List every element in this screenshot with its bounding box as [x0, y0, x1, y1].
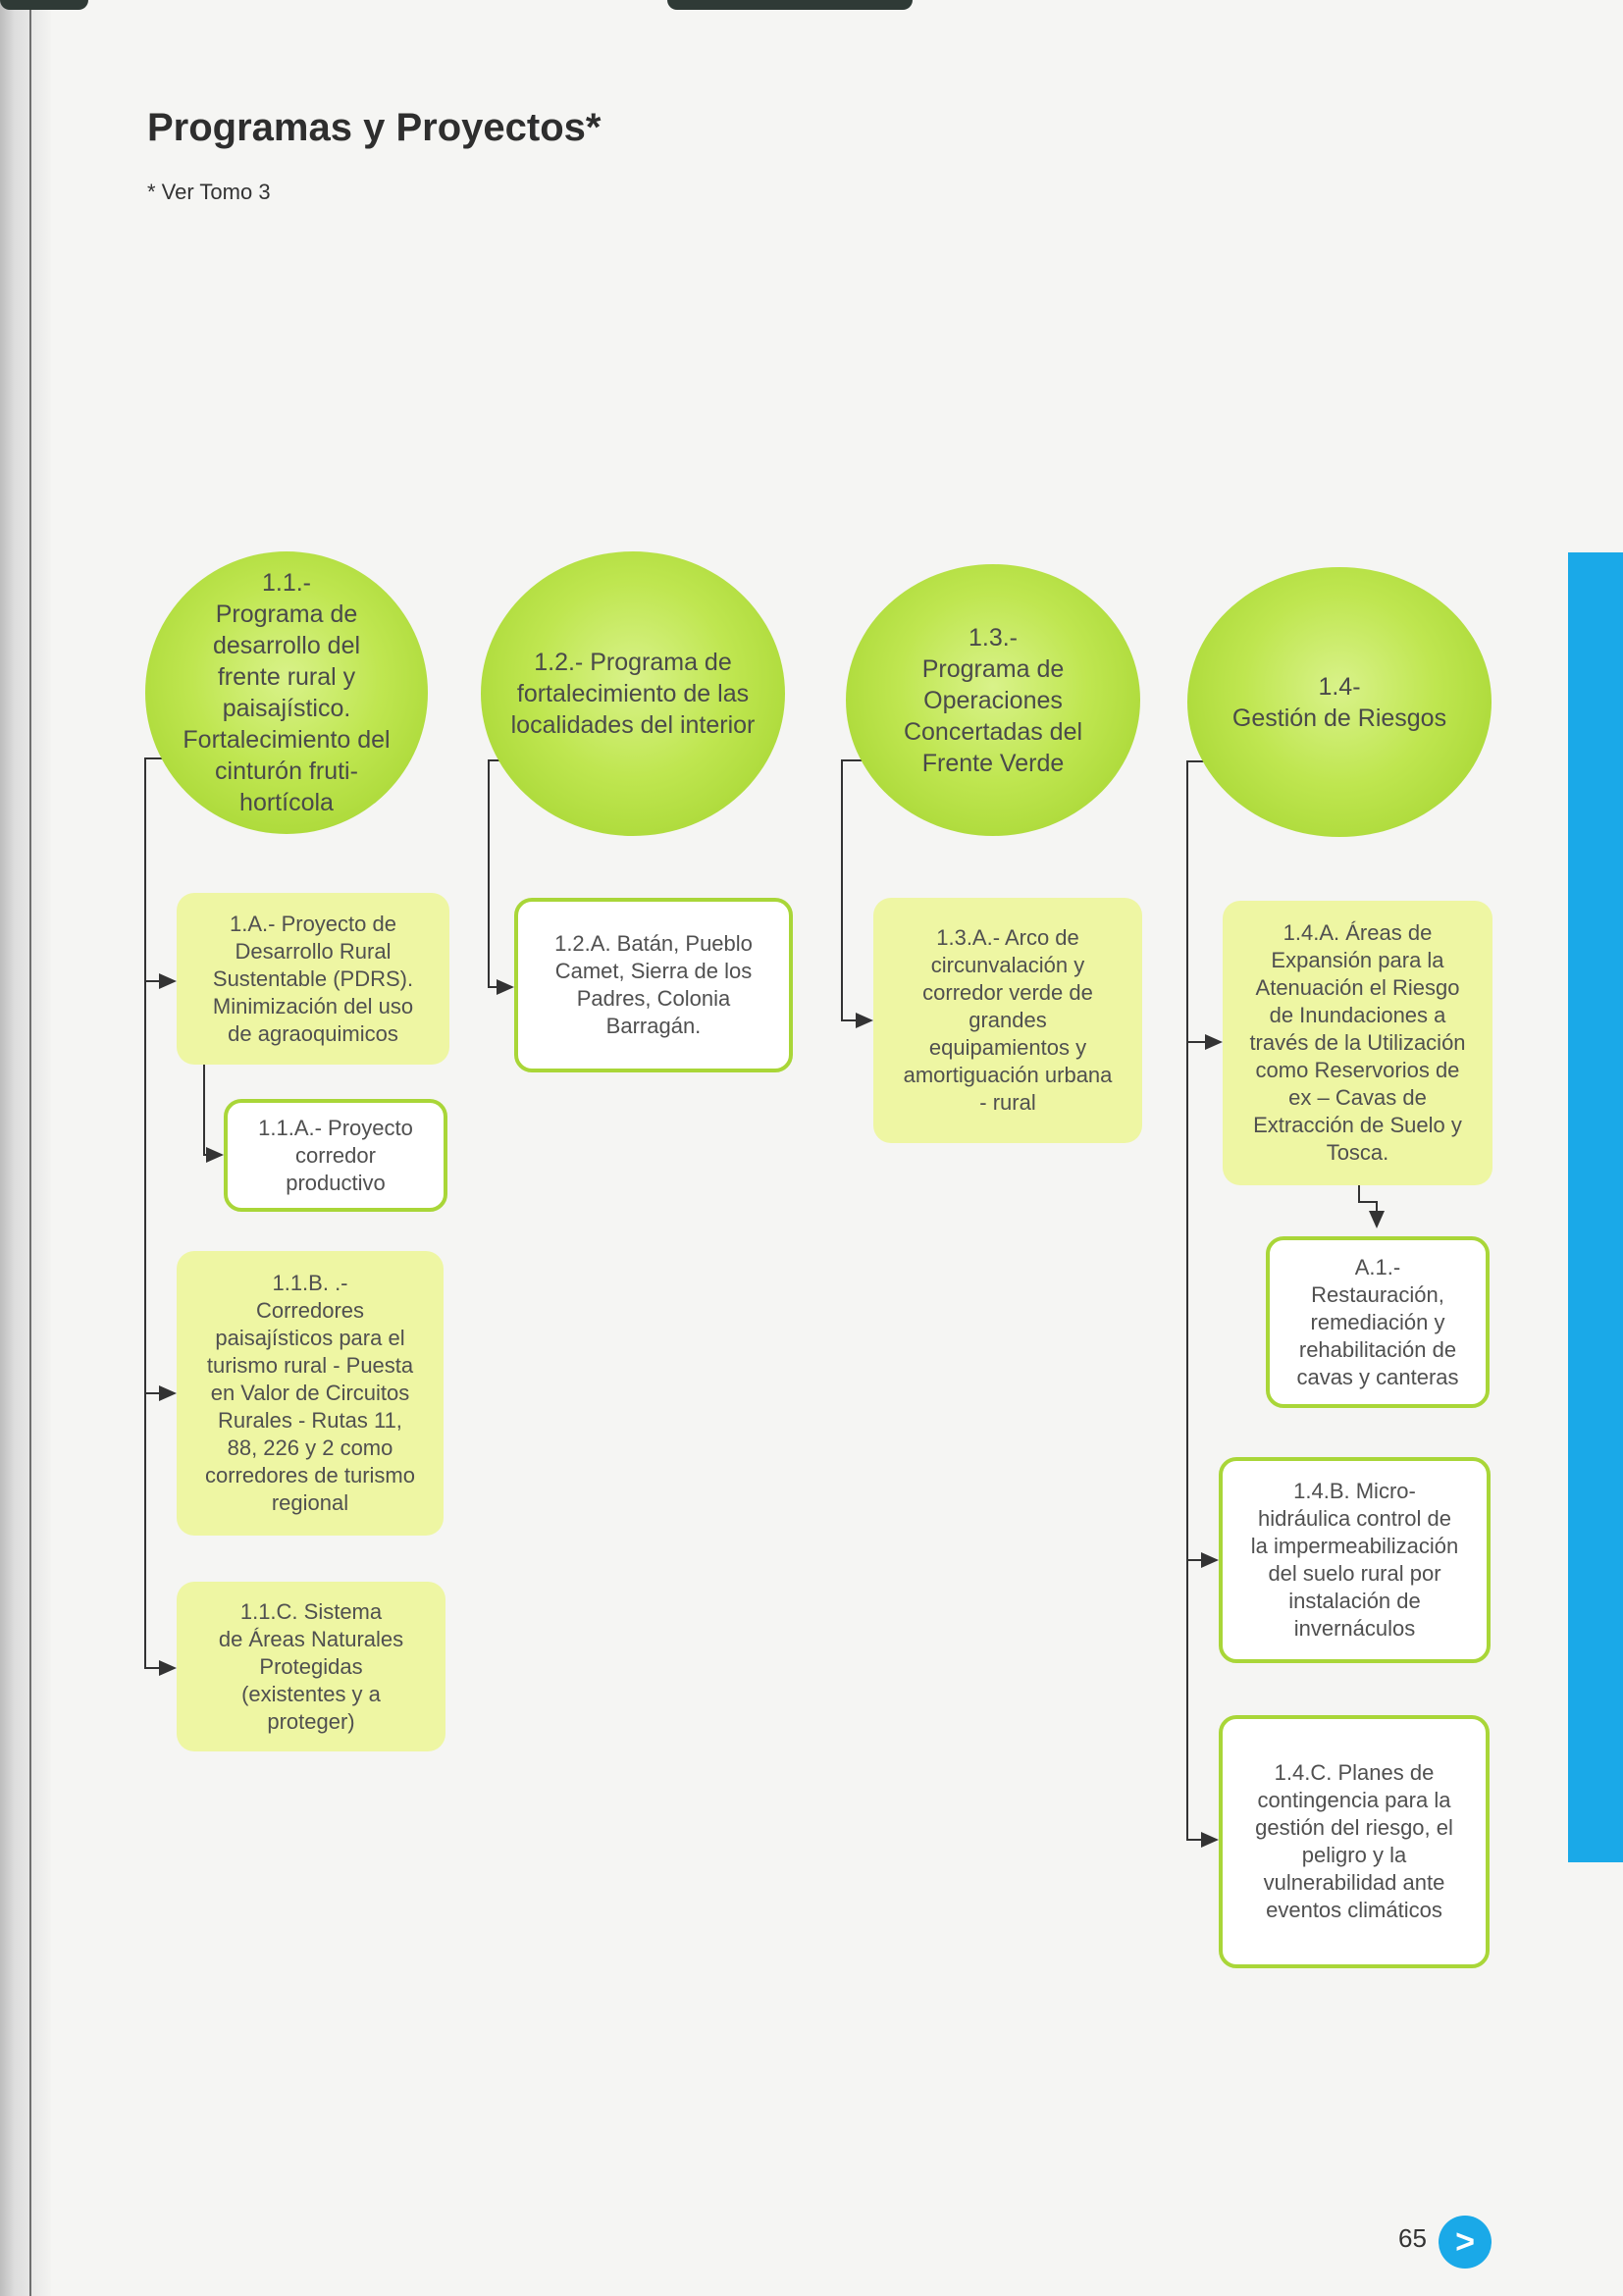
page-subtitle: * Ver Tomo 3: [147, 180, 271, 204]
project-a1-box: A.1.- Restauración, remediación y rehabilitación de cavas y canteras: [1266, 1236, 1490, 1408]
project-1-4a-box: 1.4.A. Áreas de Expansión para la Atenuación el Riesgo de Inundaciones a través de la Utilización como Reservorios de ex – Cavas de Extracción de Suelo y Tosca.: [1223, 901, 1492, 1185]
next-page-button[interactable]: >: [1439, 2216, 1492, 2269]
project-1-4b-box: 1.4.B. Micro- hidráulica control de la impermeabilización del suelo rural por instalación de invernáculos: [1219, 1457, 1491, 1663]
program-1-3-circle: 1.3.- Programa de Operaciones Concertadas del Frente Verde: [846, 564, 1140, 836]
page-title: Programas y Proyectos*: [147, 106, 602, 149]
project-1-1c-box: 1.1.C. Sistema de Áreas Naturales Protegidas (existentes y a proteger): [177, 1582, 445, 1751]
page-number: 65: [1398, 2223, 1427, 2253]
project-1-4c-box: 1.4.C. Planes de contingencia para la gestión del riesgo, el peligro y la vulnerabilidad ante eventos climáticos: [1219, 1715, 1490, 1968]
project-1-1b-box: 1.1.B. .- Corredores paisajísticos para el turismo rural - Puesta en Valor de Circuitos Rurales - Rutas 11, 88, 226 y 2 como corredores de turismo regional: [177, 1251, 444, 1536]
project-1-3a-box: 1.3.A.- Arco de circunvalación y corredor verde de grandes equipamientos y amortiguación urbana - rural: [873, 898, 1142, 1143]
project-1-1a-box: 1.1.A.- Proyecto corredor productivo: [224, 1099, 447, 1212]
program-1-1-circle: 1.1.- Programa de desarrollo del frente rural y paisajístico. Fortalecimiento del cinturón fruti- hortícola: [145, 551, 428, 834]
program-1-4-circle: 1.4- Gestión de Riesgos: [1187, 567, 1492, 837]
project-1-2a-box: 1.2.A. Batán, Pueblo Camet, Sierra de los Padres, Colonia Barragán.: [514, 898, 793, 1072]
project-1a-box: 1.A.- Proyecto de Desarrollo Rural Sustentable (PDRS). Minimización del uso de agraoquimicos: [177, 893, 449, 1065]
program-1-2-circle: 1.2.- Programa de fortalecimiento de las localidades del interior: [481, 551, 785, 836]
